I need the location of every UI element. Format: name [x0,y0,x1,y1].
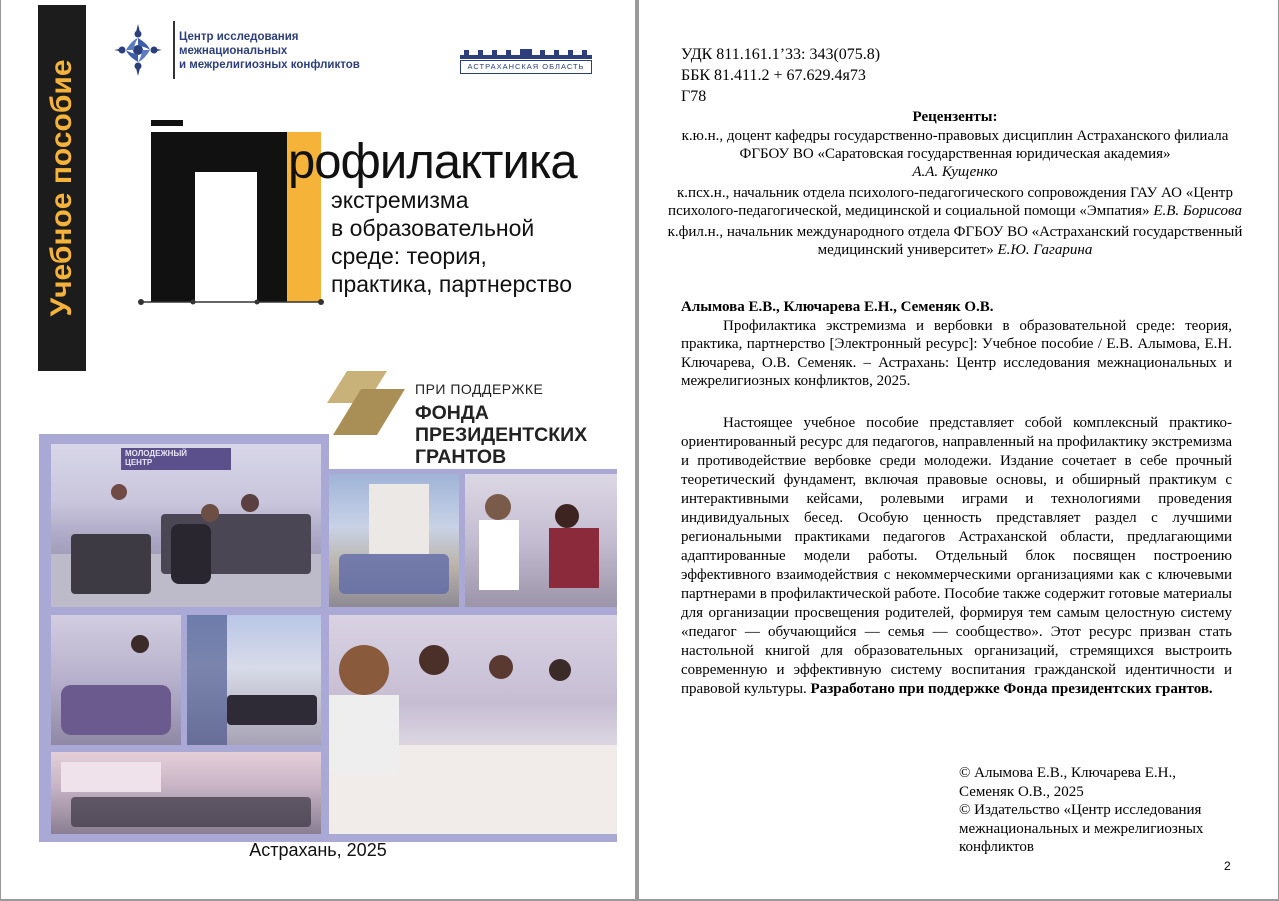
org-name: Центр исследования межнациональных и межрелигиозных конфликтов [179,31,360,71]
photo-collage [39,434,617,842]
photo-kremlin-group [329,474,459,607]
cover-page [1,0,635,899]
reference: Профилактика экстремизма и вербовки в образовательной среде: теория, практика, партнерство [Электронный ресурс]: Учебное пособие / Е.В. Алымова, Е.Н. Ключарева, О.В. Семеняк. – Астрахань: Центр исследования межнациональных и межрелигиозных конфликтов, 2025. [681,317,1232,389]
udk-code: УДК 811.161.1’33: 343(075.8) [681,46,881,63]
photo-classroom-talk [465,474,617,607]
org-logo-icon [108,20,168,80]
reviewer-2: к.псх.н., начальник отдела психолого-педагогического сопровождения ГАУ АО «Центр психолого-педагогической, медицинской и социальной помощи «Эмпатия» Е.В. Борисова [668,185,1242,219]
photo-banner-text: МОЛОДЕЖНЫЙ ЦЕНТР [125,449,188,467]
reviewers-block [667,108,1243,262]
copyright-block: © Алымова Е.В., Ключарева Е.Н., Семеняк О.В., 2025 © Издательство «Центр исследования межнациональных и межрелигиозных конфликтов [959,765,1204,855]
photo-workshop [329,615,617,834]
fund-support-label: ПРИ ПОДДЕРЖКЕ [415,381,544,397]
bibliographic-record [681,298,1232,391]
author-mark: Г78 [681,88,707,105]
region-badge-label: АСТРАХАНСКАЯ ОБЛАСТЬ [460,60,592,74]
region-badge [460,49,592,73]
org-divider [173,21,175,79]
photo-hall-chairs [187,615,321,745]
reviewer-1: к.ю.н., доцент кафедры государственно-правовых дисциплин Астраханского филиала ФГБОУ ВО «Саратовская государственная юридическая академия» А.А. Кущенко [681,128,1229,180]
annotation-bold: Разработано при поддержке Фонда президентских грантов. [810,681,1213,697]
page-number: 2 [1224,859,1231,873]
side-label: Учебное пособие [45,59,78,317]
cover-title: рофилактика [288,135,577,189]
reviewer-3-name: Е.Ю. Гагарина [997,242,1093,258]
cover-subtitle: экстремизма в образовательной среде: теория, практика, партнерство [331,187,573,297]
bbk-code: ББК 81.411.2 + 67.629.4я73 [681,67,866,84]
kremlin-wall-icon [460,49,592,59]
photo-lounge-group [51,444,321,607]
reviewer-2-name: Е.В. Борисова [1153,203,1242,219]
fund-logo-icon [327,367,407,439]
photo-lecture [51,752,321,834]
photo-beanbag-group [51,615,181,745]
annotation: Настоящее учебное пособие представляет собой комплексный практико-ориентированный ресурс для педагогов, направленный на профилактику экстремизма и противодействие вербовке среди молодежи. Издание сочетает в себе прочный теоретический фундамент, включая правовые основы, и обширный практикум с интерактивными кейсами, ролевыми играми и технологиями проведения индивидуальных бесед. Особую ценность представляет раздел с лучшими региональными практиками педагогов Астраханской области, предлагающими адаптированные модели работы. Отдельный блок посвящен построению эффективного взаимодействия с некоммерческими организациями как с ключевыми партнерами в профилактической работе. Пособие также содержит готовые материалы для организации просвещения родителей, формируя тем самым целостную систему «педагог — обучающийся — семья — сообщество». Этот ресурс призван стать настольной книгой для образовательных организаций, стремящихся выстроить современную и эффективную систему воспитания гражданской идентичности и правовой культуры. Разработано при поддержке Фонда президентских грантов. [681,415,1232,697]
city-year: Астрахань, 2025 [249,840,387,860]
imprint-page [639,0,1278,899]
classification-codes [681,44,880,107]
reviewers-heading: Рецензенты: [912,109,998,125]
side-band [38,5,86,371]
reviewer-1-name: А.А. Кущенко [912,164,998,180]
fund-name: ФОНДА ПРЕЗИДЕНТСКИХ ГРАНТОВ [415,402,588,468]
authors: Алымова Е.В., Ключарева Е.Н., Семеняк О.В. [681,299,994,315]
reviewer-3: к.фил.н., начальник международного отдела ФГБОУ ВО «Астраханский государственный медицинский университет» Е.Ю. Гагарина [667,224,1243,258]
